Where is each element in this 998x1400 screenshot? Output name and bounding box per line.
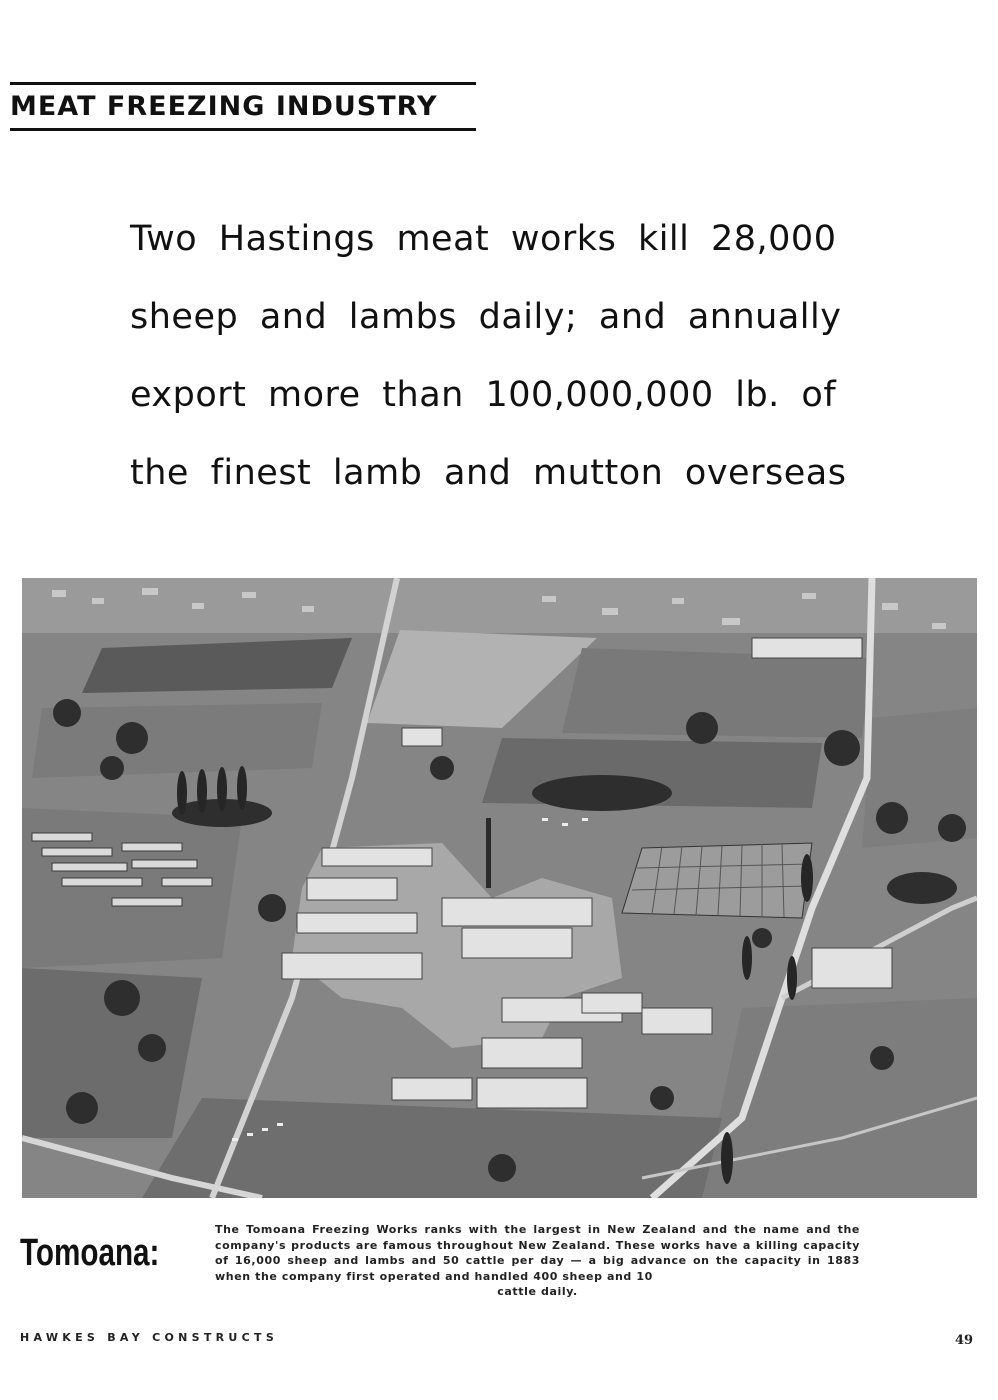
section-rule-top [10, 82, 476, 85]
caption-text-end: cattle daily. [497, 1285, 578, 1298]
footer-publication: HAWKES BAY CONSTRUCTS [20, 1331, 279, 1344]
headline-line-1: Two Hastings meat works kill 28,000 [130, 219, 837, 259]
aerial-photo-drawing [22, 578, 977, 1198]
headline-line-2: sheep and lambs daily; and annually [130, 297, 842, 337]
section-rule-bottom [10, 128, 476, 131]
aerial-photograph [22, 578, 977, 1198]
caption-text-main: The Tomoana Freezing Works ranks with the largest in New Zealand and the name and the company's products are famous throughout New Zealand. These works have a killing capacity of 16,000 sheep and lambs and 50 cattle per day — a big advance on the capacity in 1883 when the company first operated and handled 400 sheep and 10 [215, 1223, 860, 1283]
caption-text [215, 1222, 860, 1300]
section-header [10, 82, 476, 131]
page-number: 49 [955, 1333, 974, 1348]
section-title: MEAT FREEZING INDUSTRY [10, 91, 438, 122]
headline-line-3: export more than 100,000,000 lb. of [130, 375, 837, 415]
headline [130, 200, 890, 512]
caption-label: Tomoana: [20, 1232, 160, 1274]
headline-line-4: the finest lamb and mutton overseas [130, 453, 847, 493]
